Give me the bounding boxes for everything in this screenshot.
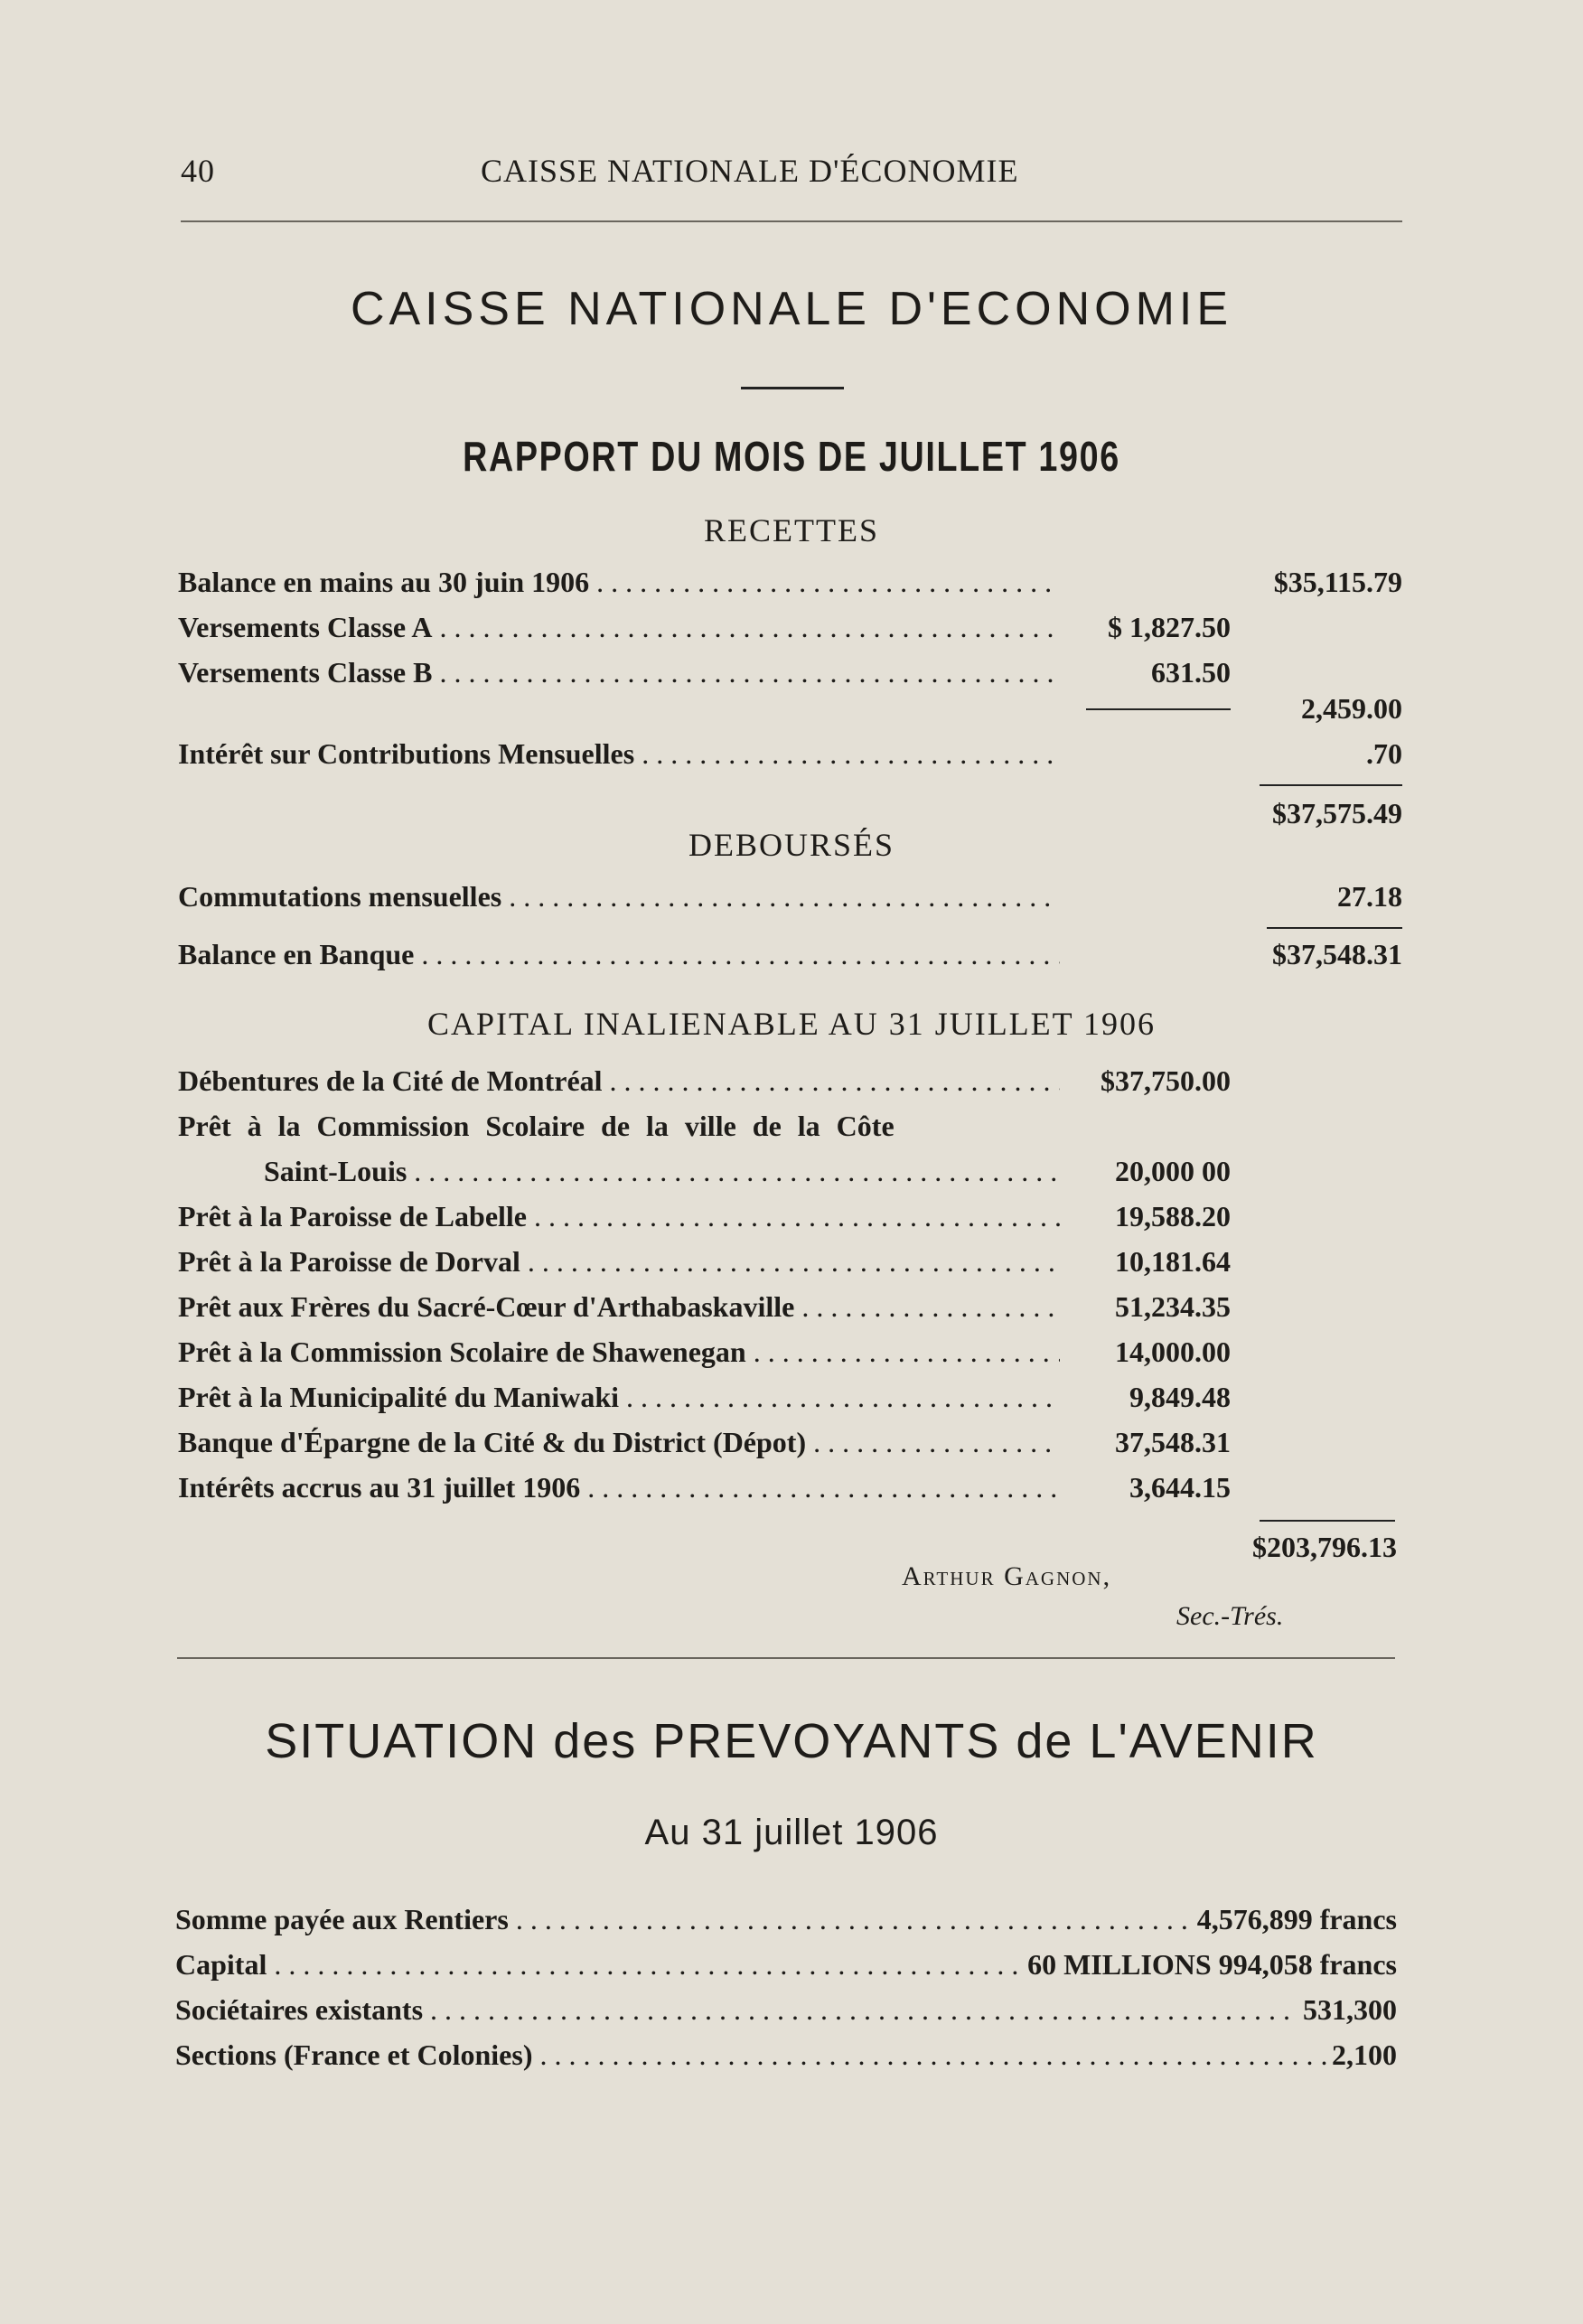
- recettes-subtotal: 2,459.00: [1301, 692, 1402, 725]
- row-label: Sections (France et Colonies) . . .: [175, 2038, 1397, 2072]
- row-label: Saint-Louis . . .: [264, 1155, 1060, 1188]
- row-amount: $35,115.79: [1273, 566, 1402, 598]
- row-label: Sociétaires existants . . .: [175, 1993, 1397, 2027]
- row-label: Prêt à la Paroisse de Labelle . . .: [178, 1200, 1060, 1233]
- row-label: Prêt à la Commission Scolaire de Shawenegan . . .: [178, 1335, 1060, 1369]
- row-label: Balance en mains au 30 juin 1906 . . .: [178, 566, 1060, 599]
- signature-name: Arthur Gagnon,: [902, 1561, 1112, 1591]
- total-rule: [1260, 784, 1402, 786]
- row-label: Prêt à la Paroisse de Dorval . . .: [178, 1245, 1060, 1279]
- row-amount: 51,234.35: [1115, 1290, 1231, 1323]
- row-label: Banque d'Épargne de la Cité & du District (Dépot) . . .: [178, 1426, 1060, 1459]
- situation-row: [175, 1903, 1397, 1939]
- capital-total-rule: [1260, 1520, 1395, 1522]
- row-value: 2,100: [1326, 2038, 1397, 2072]
- interest-amount: .70: [1366, 737, 1402, 770]
- row-amount: 37,548.31: [1115, 1426, 1231, 1458]
- row-amount: 3,644.15: [1129, 1471, 1231, 1504]
- title-divider: [741, 387, 844, 389]
- subtotal-rule: [1086, 708, 1231, 710]
- page-number: 40: [181, 153, 215, 189]
- recettes-heading: RECETTES: [704, 512, 879, 548]
- balance-rule: [1267, 927, 1402, 929]
- capital-heading: CAPITAL INALIENABLE AU 31 JUILLET 1906: [426, 1006, 1157, 1042]
- row-label: Versements Classe A . . .: [178, 611, 1060, 644]
- row-amount: 631.50: [1151, 656, 1231, 689]
- row-value: 60 MILLIONS 994,058 francs: [1022, 1948, 1397, 1982]
- row-label: Prêt à la Municipalité du Maniwaki . . .: [178, 1381, 1060, 1414]
- situation-date: Au 31 juillet 1906: [644, 1813, 939, 1852]
- row-value: 531,300: [1297, 1993, 1397, 2027]
- row-label: Intérêts accrus au 31 juillet 1906 . . .: [178, 1471, 1060, 1504]
- capital-row-heading: Prêt à la Commission Scolaire de la ville de la Côte: [178, 1110, 895, 1142]
- section-rule: [177, 1657, 1395, 1659]
- row-amount: 14,000.00: [1115, 1335, 1231, 1368]
- row-amount: $ 1,827.50: [1108, 611, 1231, 643]
- row-label: Versements Classe B . . .: [178, 656, 1060, 689]
- row-amount: $37,548.31: [1272, 938, 1402, 970]
- header-rule: [181, 220, 1402, 222]
- situation-row: [175, 2038, 1397, 2075]
- row-amount: 27.18: [1337, 880, 1402, 913]
- row-amount: 9,849.48: [1129, 1381, 1231, 1413]
- row-label: Prêt aux Frères du Sacré-Cœur d'Arthabaskaville . . .: [178, 1290, 1060, 1324]
- row-label: Intérêt sur Contributions Mensuelles . . .: [178, 737, 1060, 771]
- running-title: CAISSE NATIONALE D'ÉCONOMIE: [481, 153, 1019, 189]
- row-label: Capital . . .: [175, 1948, 1397, 1982]
- row-amount: 10,181.64: [1115, 1245, 1231, 1278]
- row-amount: $37,750.00: [1101, 1064, 1231, 1097]
- document-title: CAISSE NATIONALE D'ECONOMIE: [350, 283, 1233, 335]
- debourses-heading: DEBOURSÉS: [688, 827, 895, 863]
- row-label: Commutations mensuelles . . .: [178, 880, 1060, 914]
- situation-title: SITUATION des PREVOYANTS de L'AVENIR: [265, 1714, 1318, 1768]
- signature-role: Sec.-Trés.: [1176, 1601, 1284, 1631]
- row-amount: 19,588.20: [1115, 1200, 1231, 1232]
- recettes-total: $37,575.49: [1272, 797, 1402, 829]
- row-label: Balance en Banque . . .: [178, 938, 1060, 971]
- row-label: Somme payée aux Rentiers . . .: [175, 1903, 1397, 1936]
- row-amount: 20,000 00: [1115, 1155, 1231, 1187]
- report-title: RAPPORT DU MOIS DE JUILLET 1906: [463, 433, 1120, 480]
- row-value: 4,576,899 francs: [1192, 1903, 1397, 1936]
- capital-total: $203,796.13: [1252, 1531, 1397, 1563]
- situation-row: [175, 1993, 1397, 2029]
- situation-row: [175, 1948, 1397, 1984]
- row-label: Débentures de la Cité de Montréal . . .: [178, 1064, 1060, 1098]
